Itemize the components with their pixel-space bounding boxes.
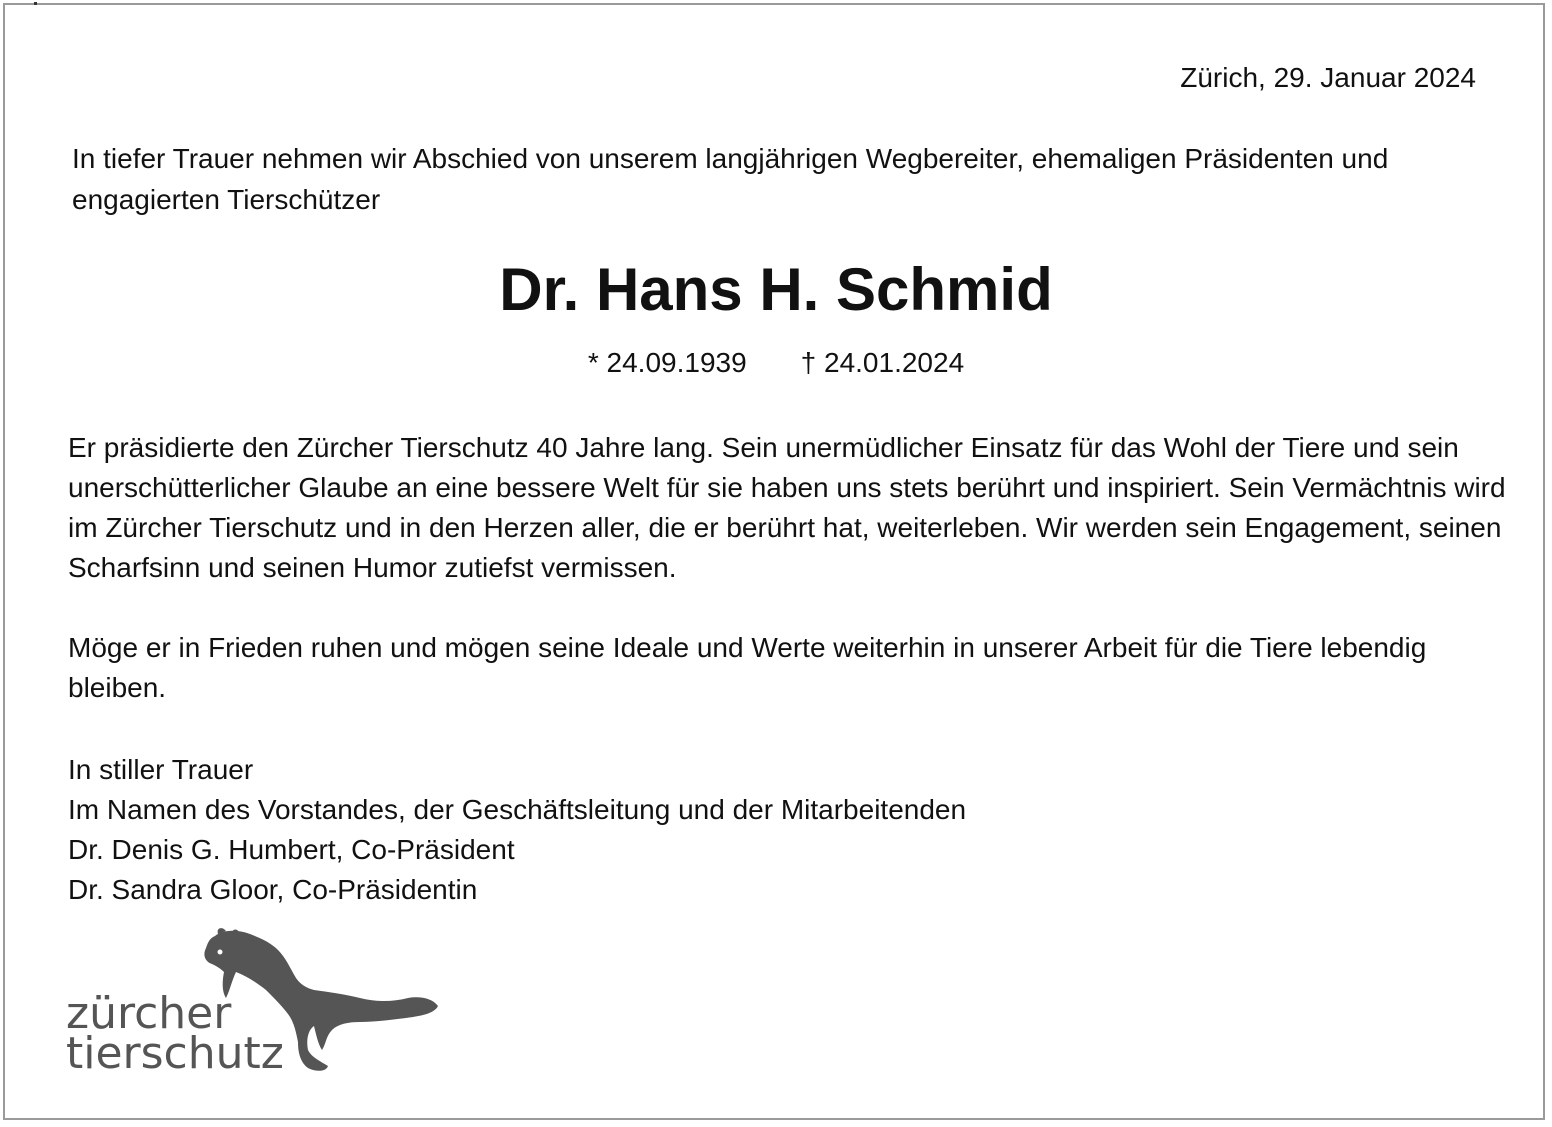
organization-logo (60, 926, 450, 1086)
signoff (68, 750, 966, 910)
logo-line-1: zürcher (66, 988, 232, 1039)
tribute-paragraph: Er präsidierte den Zürcher Tierschutz 40 Jahre lang. Sein unermüdlicher Einsatz für das Wohl der Tiere und sein unerschütterlicher Glaube an eine bessere Welt für sie haben uns stets berührt und inspiriert. Sein Vermächtnis wird im Zürcher Tierschutz und in den Herzen aller, die er berührt hat, weiterleben. Wir werden sein Engagement, seinen Scharfsinn und seinen Humor zutiefst vermissen. (68, 432, 1506, 583)
farewell-paragraph: Möge er in Frieden ruhen und mögen seine Ideale und Werte weiterhin in unserer Arbeit für die Tiere lebendig bleiben. (68, 632, 1427, 703)
deceased-name: Dr. Hans H. Schmid (499, 256, 1053, 323)
place-date: Zürich, 29. Januar 2024 (1180, 62, 1476, 93)
death-date: † 24.01.2024 (800, 347, 965, 378)
intro-text: In tiefer Trauer nehmen wir Abschied von unserem langjährigen Wegbereiter, ehemaligen Präsidenten und engagierten Tierschützer (72, 143, 1389, 215)
logo-line-2: tierschutz (66, 1028, 284, 1079)
signoff-line: Dr. Sandra Gloor, Co-Präsidentin (68, 874, 478, 905)
corner-mark (34, 2, 37, 5)
signoff-line: Dr. Denis G. Humbert, Co-Präsident (68, 834, 515, 865)
life-dates (0, 344, 1552, 382)
logo-wordmark (60, 926, 450, 1086)
signoff-line: In stiller Trauer (68, 754, 254, 785)
birth-date: * 24.09.1939 (587, 347, 747, 378)
signoff-line: Im Namen des Vorstandes, der Geschäftsleitung und der Mitarbeitenden (68, 794, 967, 825)
